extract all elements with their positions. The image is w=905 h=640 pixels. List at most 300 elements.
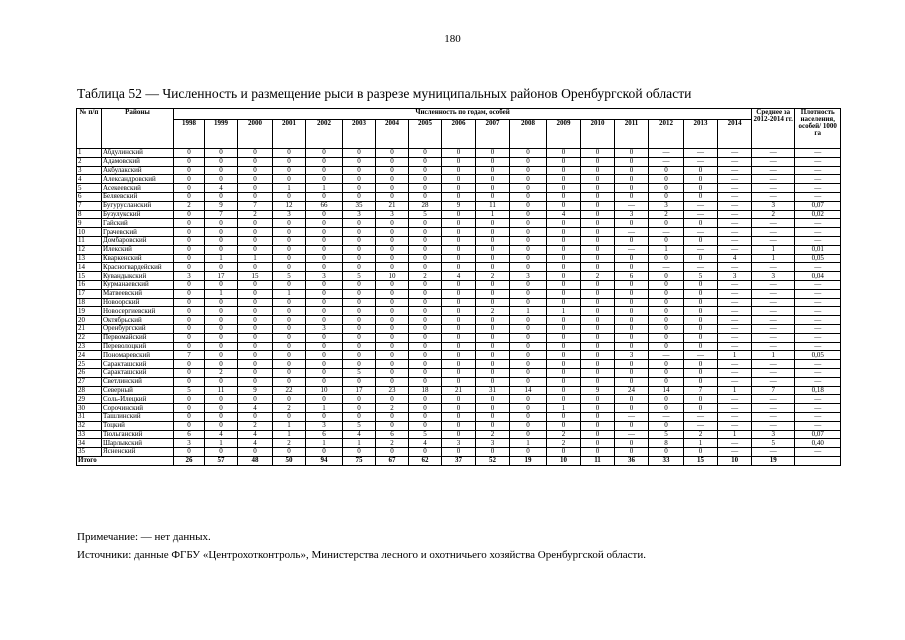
year-value: 0	[476, 333, 510, 342]
year-value: 0	[684, 175, 718, 184]
year-value: 17	[343, 386, 376, 395]
year-value: 0	[649, 289, 684, 298]
year-header-2003: 2003	[343, 120, 376, 149]
year-value: 66	[306, 201, 343, 210]
year-value: 0	[510, 149, 547, 158]
year-value: 0	[205, 324, 238, 333]
average-value: —	[752, 157, 795, 166]
year-value: 0	[238, 316, 273, 325]
year-value: 0	[174, 184, 205, 193]
year-value: 0	[205, 360, 238, 369]
row-number: 10	[77, 228, 102, 237]
table-row	[77, 157, 841, 166]
year-value: —	[649, 351, 684, 360]
year-value: 0	[510, 210, 547, 219]
year-value: 0	[547, 360, 581, 369]
year-value: 0	[376, 184, 409, 193]
year-value: 0	[409, 289, 442, 298]
density-value: —	[795, 342, 841, 351]
year-value: 0	[174, 192, 205, 201]
year-value: 0	[615, 175, 649, 184]
year-value: 5	[684, 272, 718, 281]
year-value: 0	[343, 280, 376, 289]
year-value: 0	[476, 412, 510, 421]
density-value: —	[795, 421, 841, 430]
table-row	[77, 412, 841, 421]
year-value: 0	[205, 236, 238, 245]
table-row	[77, 175, 841, 184]
year-value: 5	[174, 386, 205, 395]
district-name: Матвеевский	[102, 289, 174, 298]
year-value: 0	[649, 377, 684, 386]
year-value: 4	[547, 210, 581, 219]
year-value: 7	[174, 351, 205, 360]
row-number: 2	[77, 157, 102, 166]
year-value: —	[718, 280, 752, 289]
year-value: 21	[376, 201, 409, 210]
year-value: 0	[442, 324, 476, 333]
year-value: 0	[615, 149, 649, 158]
year-value: —	[718, 307, 752, 316]
year-value: 0	[343, 228, 376, 237]
total-label: Итого	[77, 456, 174, 465]
year-value: 0	[409, 219, 442, 228]
year-value: 0	[684, 377, 718, 386]
year-value: 0	[649, 272, 684, 281]
year-value: 0	[409, 280, 442, 289]
year-value: 0	[174, 342, 205, 351]
district-name: Асекеевский	[102, 184, 174, 193]
year-value: 0	[547, 386, 581, 395]
table-row	[77, 395, 841, 404]
year-value: —	[615, 245, 649, 254]
year-value: —	[718, 448, 752, 457]
year-value: 0	[409, 351, 442, 360]
year-value: 7	[238, 201, 273, 210]
total-year-value: 11	[581, 456, 615, 465]
year-value: —	[718, 149, 752, 158]
year-value: 0	[273, 360, 306, 369]
year-value: 0	[442, 421, 476, 430]
year-value: 1	[273, 430, 306, 439]
year-value: 14	[510, 386, 547, 395]
year-value: 2	[205, 368, 238, 377]
year-value: —	[684, 149, 718, 158]
table-row	[77, 280, 841, 289]
year-value: 1	[205, 254, 238, 263]
year-value: 3	[376, 210, 409, 219]
year-value: 2	[547, 430, 581, 439]
average-value: —	[752, 333, 795, 342]
year-value: 0	[273, 149, 306, 158]
year-value: 3	[306, 324, 343, 333]
year-value: 0	[306, 333, 343, 342]
year-value: 0	[649, 421, 684, 430]
year-value: 0	[376, 324, 409, 333]
table-row	[77, 236, 841, 245]
year-value: 0	[376, 228, 409, 237]
district-name: Пономаревский	[102, 351, 174, 360]
year-value: 0	[174, 263, 205, 272]
year-value: —	[718, 333, 752, 342]
row-number: 22	[77, 333, 102, 342]
year-value: 0	[547, 228, 581, 237]
average-value: —	[752, 395, 795, 404]
row-number: 32	[77, 421, 102, 430]
year-value: 0	[684, 342, 718, 351]
year-value: 14	[649, 386, 684, 395]
year-value: 0	[238, 245, 273, 254]
year-value: 0	[306, 192, 343, 201]
year-value: 0	[547, 377, 581, 386]
year-value: 0	[476, 263, 510, 272]
year-value: —	[718, 360, 752, 369]
average-value: —	[752, 448, 795, 457]
year-value: 0	[273, 298, 306, 307]
year-value: 0	[343, 333, 376, 342]
year-value: 0	[343, 360, 376, 369]
district-name: Бузулукский	[102, 210, 174, 219]
district-name: Оренбургский	[102, 324, 174, 333]
year-value: 0	[615, 236, 649, 245]
year-value: —	[718, 236, 752, 245]
year-value: 0	[476, 377, 510, 386]
year-value: 0	[409, 228, 442, 237]
year-value: 0	[376, 149, 409, 158]
density-value: —	[795, 219, 841, 228]
year-value: 0	[442, 342, 476, 351]
year-value: 5	[649, 430, 684, 439]
year-value: 0	[476, 289, 510, 298]
year-value: 0	[238, 448, 273, 457]
year-value: 0	[205, 157, 238, 166]
year-value: 0	[476, 184, 510, 193]
year-value: 0	[510, 245, 547, 254]
year-value: 0	[615, 307, 649, 316]
density-value: —	[795, 368, 841, 377]
year-value: 0	[343, 298, 376, 307]
year-value: 0	[615, 280, 649, 289]
total-year-value: 50	[273, 456, 306, 465]
year-value: 0	[649, 395, 684, 404]
year-value: 3	[343, 210, 376, 219]
year-value: 0	[581, 219, 615, 228]
year-value: 1	[205, 439, 238, 448]
year-value: 0	[547, 316, 581, 325]
year-header-2012: 2012	[649, 120, 684, 149]
year-value: 0	[649, 333, 684, 342]
year-value: 0	[343, 192, 376, 201]
row-number: 18	[77, 298, 102, 307]
district-name: Адамовский	[102, 157, 174, 166]
average-value: —	[752, 342, 795, 351]
year-value: 0	[547, 166, 581, 175]
district-name: Курманаевский	[102, 280, 174, 289]
year-value: 0	[238, 377, 273, 386]
year-value: 0	[442, 184, 476, 193]
year-value: 0	[238, 360, 273, 369]
year-value: 5	[409, 430, 442, 439]
year-value: 0	[442, 430, 476, 439]
year-value: 0	[306, 448, 343, 457]
year-value: 0	[442, 175, 476, 184]
density-value: —	[795, 149, 841, 158]
year-value: 0	[581, 395, 615, 404]
average-value: —	[752, 219, 795, 228]
year-value: —	[718, 210, 752, 219]
year-value: 0	[547, 192, 581, 201]
average-value: 7	[752, 386, 795, 395]
year-value: 0	[684, 360, 718, 369]
average-value: —	[752, 184, 795, 193]
year-value: 0	[581, 184, 615, 193]
year-value: 0	[174, 421, 205, 430]
header-average: Среднее за 2012-2014 гг.	[752, 109, 795, 149]
year-value: 0	[306, 254, 343, 263]
year-value: 0	[476, 228, 510, 237]
average-value: 1	[752, 351, 795, 360]
density-value: —	[795, 280, 841, 289]
year-value: 2	[547, 439, 581, 448]
year-value: 0	[476, 298, 510, 307]
year-value: 0	[273, 228, 306, 237]
year-value: 0	[376, 219, 409, 228]
year-value: 0	[510, 280, 547, 289]
year-value: 0	[205, 280, 238, 289]
density-value: —	[795, 412, 841, 421]
year-value: 0	[442, 280, 476, 289]
year-value: 9	[442, 201, 476, 210]
average-value: —	[752, 289, 795, 298]
year-value: 4	[343, 430, 376, 439]
year-value: —	[615, 228, 649, 237]
year-value: 0	[510, 236, 547, 245]
year-value: 0	[510, 421, 547, 430]
year-value: 0	[442, 404, 476, 413]
total-year-value: 36	[615, 456, 649, 465]
row-number: 16	[77, 280, 102, 289]
row-number: 4	[77, 175, 102, 184]
year-value: 0	[238, 166, 273, 175]
year-value: 0	[547, 368, 581, 377]
year-value: 1	[273, 421, 306, 430]
year-value: 0	[376, 157, 409, 166]
table-row	[77, 245, 841, 254]
year-value: 0	[205, 192, 238, 201]
year-value: 0	[684, 280, 718, 289]
total-year-value: 62	[409, 456, 442, 465]
year-value: 0	[409, 192, 442, 201]
year-value: 4	[238, 404, 273, 413]
year-header-2013: 2013	[684, 120, 718, 149]
year-value: 0	[409, 254, 442, 263]
header-density: Плотность населения, особей/ 1000 га	[795, 109, 841, 149]
year-value: 0	[205, 395, 238, 404]
row-number: 1	[77, 149, 102, 158]
average-value: —	[752, 421, 795, 430]
year-value: 0	[205, 351, 238, 360]
year-header-2011: 2011	[615, 120, 649, 149]
year-value: 0	[684, 395, 718, 404]
year-value: 0	[273, 316, 306, 325]
year-value: —	[684, 228, 718, 237]
year-value: 0	[409, 395, 442, 404]
total-density	[795, 456, 841, 465]
year-value: 0	[547, 263, 581, 272]
header-years-group: Численность по годам, особей	[174, 109, 752, 120]
year-value: 3	[174, 439, 205, 448]
average-value: —	[752, 236, 795, 245]
year-value: 0	[205, 175, 238, 184]
year-value: 0	[376, 351, 409, 360]
row-number: 20	[77, 316, 102, 325]
year-value: 0	[376, 333, 409, 342]
year-value: 0	[376, 316, 409, 325]
year-value: 0	[649, 219, 684, 228]
year-value: 0	[510, 201, 547, 210]
year-value: 0	[442, 149, 476, 158]
year-value: 0	[510, 342, 547, 351]
year-value: 0	[273, 175, 306, 184]
table-row	[77, 298, 841, 307]
year-value: 0	[376, 395, 409, 404]
year-value: 0	[615, 360, 649, 369]
year-value: 0	[684, 316, 718, 325]
year-value: 3	[476, 439, 510, 448]
year-value: 0	[273, 254, 306, 263]
year-value: 0	[174, 412, 205, 421]
year-value: 0	[376, 236, 409, 245]
year-value: 0	[306, 289, 343, 298]
year-value: 0	[205, 421, 238, 430]
table-row	[77, 342, 841, 351]
year-value: 0	[615, 404, 649, 413]
year-value: 0	[409, 263, 442, 272]
year-value: 0	[343, 219, 376, 228]
total-year-value: 26	[174, 456, 205, 465]
year-value: 0	[510, 412, 547, 421]
year-value: 0	[273, 307, 306, 316]
year-value: 0	[343, 254, 376, 263]
district-name: Тюльганский	[102, 430, 174, 439]
year-header-2006: 2006	[442, 120, 476, 149]
district-name: Новоорский	[102, 298, 174, 307]
year-value: 1	[547, 404, 581, 413]
year-value: 0	[547, 289, 581, 298]
year-value: 0	[205, 342, 238, 351]
year-value: 15	[238, 272, 273, 281]
year-value: 0	[581, 149, 615, 158]
year-header-1999: 1999	[205, 120, 238, 149]
year-value: 0	[442, 333, 476, 342]
year-value: 0	[615, 166, 649, 175]
year-value: 0	[476, 280, 510, 289]
table-row	[77, 386, 841, 395]
year-value: 0	[174, 166, 205, 175]
year-value: 1	[718, 430, 752, 439]
year-value: 0	[205, 245, 238, 254]
year-value: 0	[615, 324, 649, 333]
year-value: 0	[306, 175, 343, 184]
average-value: —	[752, 298, 795, 307]
year-value: 22	[273, 386, 306, 395]
year-value: 0	[510, 219, 547, 228]
year-value: 0	[476, 342, 510, 351]
year-header-2007: 2007	[476, 120, 510, 149]
year-value: 0	[615, 448, 649, 457]
average-value: —	[752, 280, 795, 289]
year-value: 0	[205, 149, 238, 158]
year-value: 0	[581, 175, 615, 184]
year-value: 1	[273, 289, 306, 298]
year-value: 0	[581, 307, 615, 316]
year-value: 0	[649, 360, 684, 369]
year-value: 0	[684, 404, 718, 413]
year-value: 0	[684, 324, 718, 333]
year-value: 0	[442, 351, 476, 360]
total-average: 19	[752, 456, 795, 465]
density-value: 0,02	[795, 210, 841, 219]
table-row	[77, 307, 841, 316]
year-value: 0	[205, 333, 238, 342]
year-value: 3	[649, 201, 684, 210]
year-value: 1	[306, 184, 343, 193]
year-value: 3	[306, 421, 343, 430]
density-value: 0,07	[795, 201, 841, 210]
year-value: 0	[510, 395, 547, 404]
density-value: —	[795, 395, 841, 404]
density-value: —	[795, 192, 841, 201]
row-number: 34	[77, 439, 102, 448]
year-value: 4	[205, 430, 238, 439]
table-row	[77, 166, 841, 175]
year-value: 0	[238, 280, 273, 289]
total-year-value: 19	[510, 456, 547, 465]
year-value: 0	[684, 298, 718, 307]
year-value: 0	[476, 192, 510, 201]
year-value: 0	[649, 448, 684, 457]
year-value: 0	[306, 377, 343, 386]
average-value: —	[752, 368, 795, 377]
year-value: 0	[476, 219, 510, 228]
year-value: 0	[510, 360, 547, 369]
year-value: 0	[343, 263, 376, 272]
year-value: 0	[615, 395, 649, 404]
year-value: 31	[476, 386, 510, 395]
district-name: Илекский	[102, 245, 174, 254]
table-sources: Источники: данные ФГБУ «Центрохотконтроль», Министерства лесного и охотничьего хозяйства Оренбургской области.	[77, 549, 646, 561]
year-value: 0	[649, 175, 684, 184]
year-value: 0	[442, 192, 476, 201]
year-value: 0	[238, 228, 273, 237]
year-value: 0	[238, 263, 273, 272]
year-value: 0	[510, 324, 547, 333]
density-value: —	[795, 166, 841, 175]
year-value: 0	[476, 421, 510, 430]
year-value: 0	[442, 289, 476, 298]
year-value: 0	[238, 395, 273, 404]
year-value: 0	[581, 166, 615, 175]
year-value: 9	[581, 386, 615, 395]
row-number: 25	[77, 360, 102, 369]
average-value: 1	[752, 245, 795, 254]
year-value: 2	[581, 272, 615, 281]
year-value: 17	[205, 272, 238, 281]
year-value: 0	[174, 280, 205, 289]
density-value: 0,40	[795, 439, 841, 448]
density-value: —	[795, 236, 841, 245]
table-row	[77, 430, 841, 439]
